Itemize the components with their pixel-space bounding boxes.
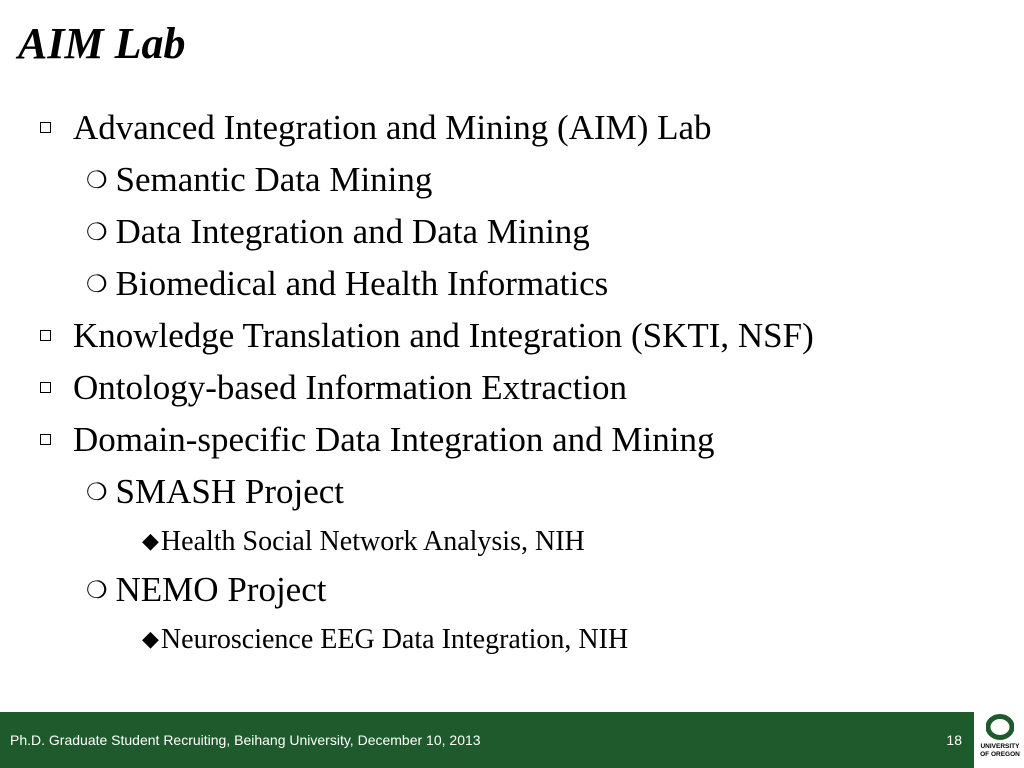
- bullet-text: Advanced Integration and Mining (AIM) Lab: [73, 108, 712, 147]
- sub-sub-bullet-item: [142, 528, 585, 556]
- circle-bullet-icon: ❍: [86, 480, 108, 506]
- bullet-text: Knowledge Translation and Integration (SKTI, NSF): [73, 316, 814, 355]
- footer-text: Ph.D. Graduate Student Recruiting, Beihang University, December 10, 2013: [10, 732, 481, 748]
- diamond-bullet-icon: ◆: [142, 626, 159, 651]
- university-logo: [974, 712, 1024, 768]
- square-bullet-icon: [40, 330, 51, 341]
- square-bullet-icon: [40, 382, 51, 393]
- sub-bullet-item: [86, 474, 344, 509]
- sub-bullet-item: [86, 162, 432, 197]
- sub-bullet-item: [86, 266, 608, 301]
- logo-text-line1: UNIVERSITY: [980, 743, 1020, 750]
- circle-bullet-icon: ❍: [86, 578, 108, 604]
- circle-bullet-icon: ❍: [86, 220, 108, 246]
- sub-bullet-item: [86, 214, 590, 249]
- logo-text: [976, 743, 1024, 759]
- logo-text-line2: OF OREGON: [980, 751, 1020, 758]
- square-bullet-icon: [40, 122, 51, 133]
- bullet-text: Ontology-based Information Extraction: [73, 368, 628, 407]
- page-number: 18: [946, 732, 962, 748]
- bullet-text: Neuroscience EEG Data Integration, NIH: [160, 624, 629, 655]
- oregon-o-logo-icon: [986, 714, 1014, 740]
- circle-bullet-icon: ❍: [86, 272, 108, 298]
- footer-bar: [0, 712, 1024, 768]
- slide-title: AIM Lab: [18, 19, 186, 68]
- bullet-text: NEMO Project: [115, 570, 327, 609]
- bullet-text: SMASH Project: [115, 472, 345, 511]
- bullet-item: [40, 370, 627, 405]
- bullet-item: [40, 422, 714, 457]
- bullet-text: Biomedical and Health Informatics: [115, 264, 609, 303]
- square-bullet-icon: [40, 434, 51, 445]
- bullet-item: [40, 318, 814, 353]
- bullet-text: Semantic Data Mining: [115, 160, 433, 199]
- sub-bullet-item: [86, 572, 326, 607]
- diamond-bullet-icon: ◆: [142, 528, 159, 553]
- bullet-text: Domain-specific Data Integration and Mining: [73, 420, 715, 459]
- bullet-item: [40, 110, 712, 145]
- circle-bullet-icon: ❍: [86, 168, 108, 194]
- bullet-text: Health Social Network Analysis, NIH: [160, 526, 585, 557]
- bullet-text: Data Integration and Data Mining: [115, 212, 590, 251]
- sub-sub-bullet-item: [142, 626, 628, 654]
